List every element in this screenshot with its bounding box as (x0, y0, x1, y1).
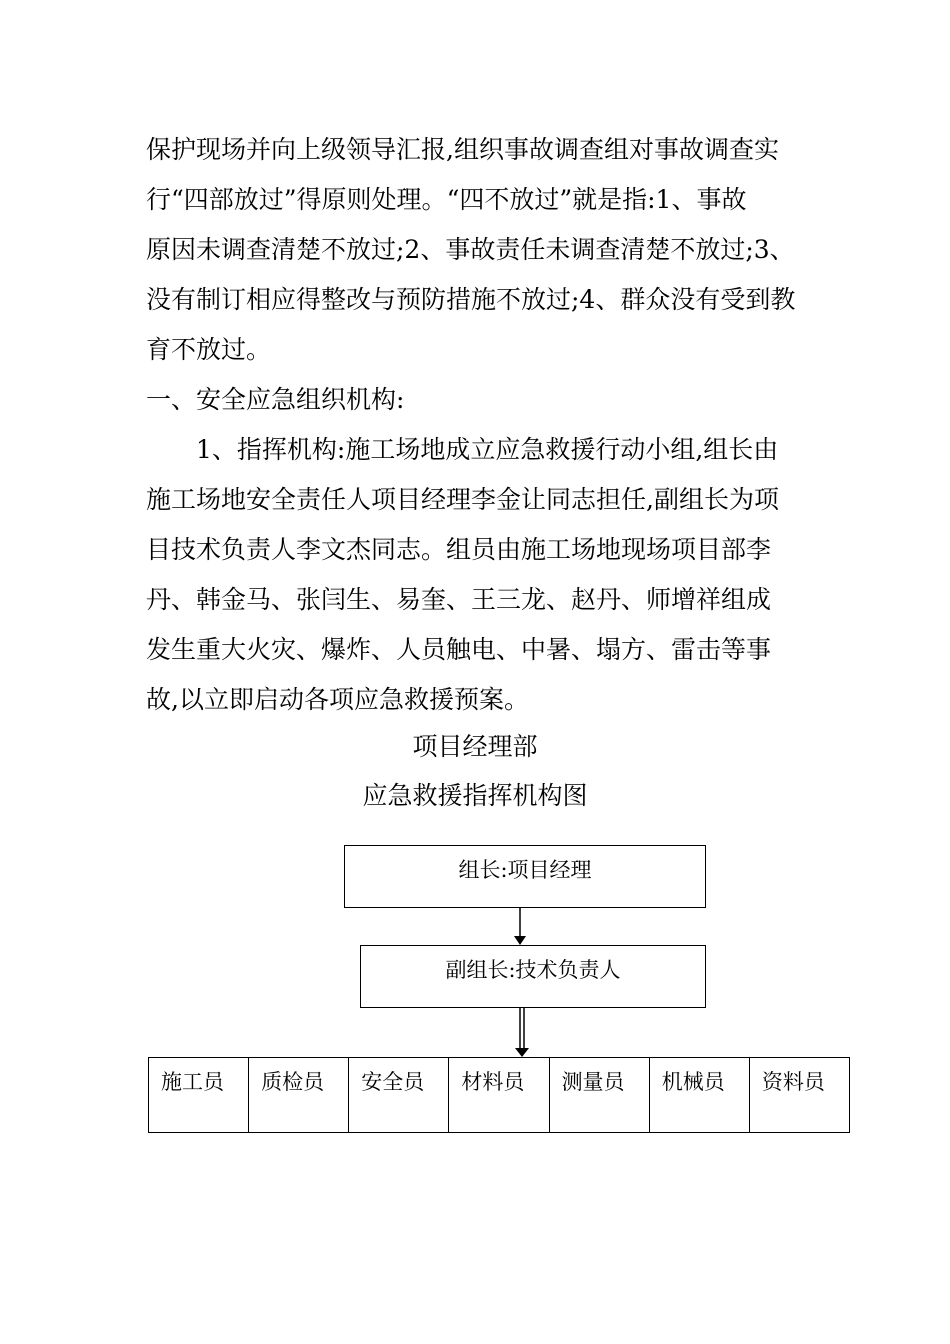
chart-title-line2: 应急救援指挥机构图 (362, 781, 588, 810)
paragraph-line: 目技术负责人李文杰同志。组员由施工场地现场项目部李 (146, 535, 772, 564)
arrow-down-icon (510, 908, 530, 946)
staff-cell: 资料员 (761, 1070, 825, 1094)
staff-cell: 材料员 (449, 1058, 549, 1132)
paragraph-line: 行“四部放过”得原则处理。“四不放过”就是指:1、事故 (146, 185, 747, 214)
section-heading: 一、安全应急组织机构: (146, 385, 405, 414)
leader-label: 组长:项目经理 (458, 858, 592, 882)
double-arrow-down-icon (512, 1008, 532, 1058)
paragraph-line: 施工场地安全责任人项目经理李金让同志担任,副组长为项 (146, 485, 779, 514)
paragraph-line: 没有制订相应得整改与预防措施不放过;4、群众没有受到教 (146, 285, 796, 314)
paragraph-line: 原因未调查清楚不放过;2、事故责任未调查清楚不放过;3、 (146, 235, 795, 264)
leader-box (344, 845, 706, 908)
paragraph-line: 育不放过。 (146, 335, 272, 364)
staff-cell: 测量员 (550, 1058, 650, 1132)
staff-cell: 安全员 (349, 1058, 449, 1132)
deputy-box (360, 945, 706, 1008)
paragraph-line: 故,以立即启动各项应急救援预案。 (146, 685, 529, 714)
paragraph-line: 保护现场并向上级领导汇报,组织事故调查组对事故调查实 (146, 135, 779, 164)
chart-title-line1: 项目经理部 (412, 732, 538, 761)
staff-cell: 施工员 (149, 1058, 249, 1132)
paragraph-line: 发生重大火灾、爆炸、人员触电、中暑、塌方、雷击等事 (146, 635, 772, 664)
staff-row (148, 1057, 850, 1133)
paragraph-line: 1、指挥机构:施工场地成立应急救援行动小组,组长由 (196, 435, 779, 464)
staff-cell: 机械员 (650, 1058, 750, 1132)
paragraph-line: 丹、韩金马、张闫生、易奎、王三龙、赵丹、师增祥组成 (146, 585, 772, 614)
deputy-label: 副组长:技术负责人 (445, 958, 621, 982)
staff-cell: 质检员 (249, 1058, 349, 1132)
